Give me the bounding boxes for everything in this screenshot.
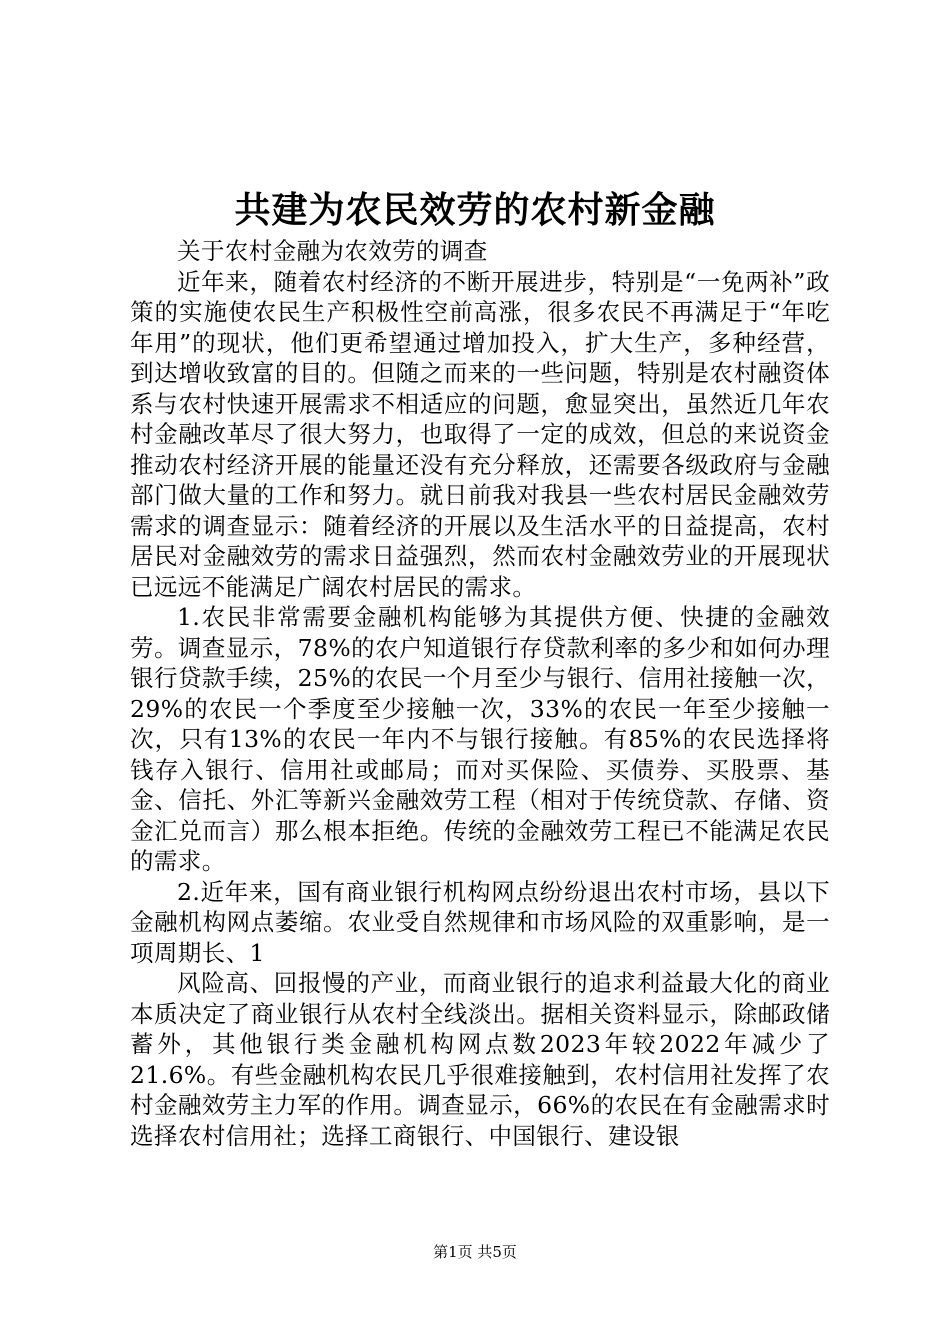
body-paragraph: 风险高、回报慢的产业，而商业银行的追求利益最大化的商业本质决定了商业银行从农村全线淡出。据相关资料显示，除邮政储蓄外，其他银行类金融机构网点数2023年较2022年减少了21.6%。有些金融机构农民几乎很难接触到，农村信用社发挥了农村金融效劳主力军的作用。调查显示，66%的农民在有金融需求时选择农村信用社；选择工商银行、中国银行、建设银 [130, 969, 830, 1150]
body-paragraph: 1.农民非常需要金融机构能够为其提供方便、快捷的金融效劳。调查显示，78%的农户知道银行存贷款利率的多少和如何办理银行贷款手续，25%的农民一个月至少与银行、信用社接触一次，29%的农民一个季度至少接触一次，33%的农民一年至少接触一次，只有13%的农民一年内不与银行接触。有85%的农民选择将钱存入银行、信用社或邮局；而对买保险、买债券、买股票、基金、信托、外汇等新兴金融效劳工程（相对于传统贷款、存储、资金汇兑而言）那么根本拒绝。传统的金融效劳工程已不能满足农民的需求。 [130, 603, 830, 875]
body-paragraph: 近年来，随着农村经济的不断开展进步，特别是“一免两补”政策的实施使农民生产积极性空前高涨，很多农民不再满足于“年吃年用”的现状，他们更希望通过增加投入，扩大生产，多种经营，到达增收致富的目的。但随之而来的一些问题，特别是农村融资体系与农村快速开展需求不相适应的问题，愈显突出，虽然近几年农村金融改革尽了很大努力，也取得了一定的成效，但总的来说资金推动农村经济开展的能量还没有充分释放，还需要各级政府与金融部门做大量的工作和努力。就日前我对我县一些农村居民金融效劳需求的调查显示：随着经济的开展以及生活水平的日益提高，农村居民对金融效劳的需求日益强烈，然而农村金融效劳业的开展现状已远远不能满足广阔农村居民的需求。 [130, 267, 830, 601]
document-title: 共建为农民效劳的农村新金融 [234, 189, 716, 231]
subtitle-paragraph: 关于农村金融为农效劳的调查 [177, 237, 488, 265]
page-footer: 第1页 共5页 [433, 1243, 517, 1261]
document-body [130, 236, 830, 1151]
body-paragraph: 2.近年来，国有商业银行机构网点纷纷退出农村市场，县以下金融机构网点萎缩。农业受自然规律和市场风险的双重影响，是一项周期长、1 [130, 877, 830, 967]
